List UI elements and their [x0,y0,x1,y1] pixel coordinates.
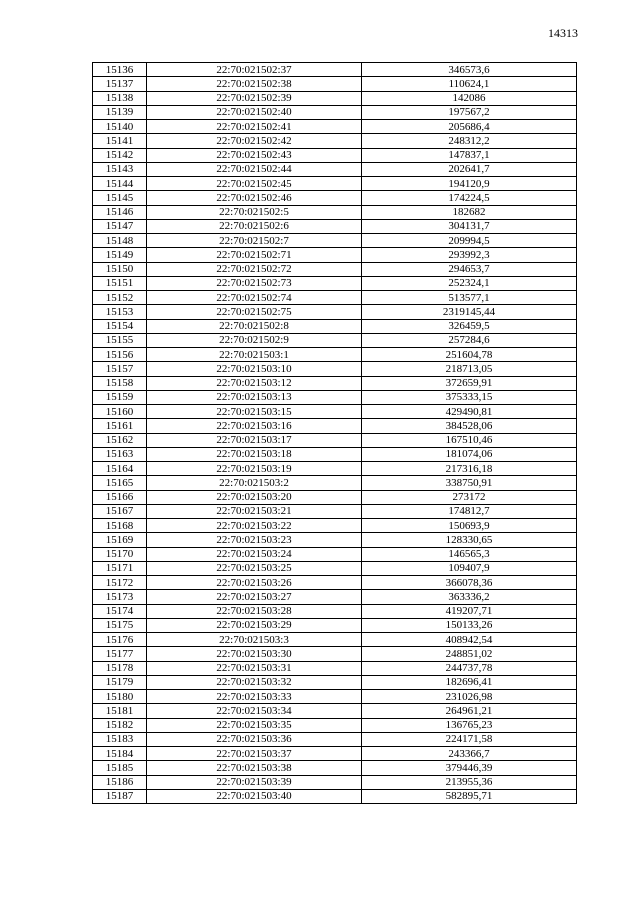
row-number-cell: 15147 [93,219,147,233]
table-row [93,576,577,590]
cadastral-number-cell: 22:70:021502:9 [147,333,362,347]
cadastral-value-cell: 209994,5 [362,234,577,248]
cadastral-value-cell: 205686,4 [362,120,577,134]
row-number-cell: 15184 [93,747,147,761]
row-number-cell: 15178 [93,661,147,675]
row-number-cell: 15179 [93,675,147,689]
table-row [93,462,577,476]
cadastral-number-cell: 22:70:021503:25 [147,561,362,575]
row-number-cell: 15183 [93,732,147,746]
cadastral-value-cell: 419207,71 [362,604,577,618]
row-number-cell: 15176 [93,633,147,647]
table-row [93,77,577,91]
table-row [93,390,577,404]
cadastral-value-cell: 251604,78 [362,348,577,362]
cadastral-value-cell: 384528,06 [362,419,577,433]
cadastral-value-cell: 326459,5 [362,319,577,333]
table-row [93,618,577,632]
page-number: 14313 [548,26,578,40]
table-row [93,633,577,647]
table-row [93,775,577,789]
cadastral-number-cell: 22:70:021502:43 [147,148,362,162]
row-number-cell: 15137 [93,77,147,91]
table-row [93,519,577,533]
row-number-cell: 15140 [93,120,147,134]
table-row [93,661,577,675]
row-number-cell: 15175 [93,618,147,632]
table-row [93,162,577,176]
table-row [93,91,577,105]
row-number-cell: 15150 [93,262,147,276]
table-row [93,590,577,604]
cadastral-value-cell: 109407,9 [362,561,577,575]
table-row [93,704,577,718]
cadastral-value-cell: 408942,54 [362,633,577,647]
table-row [93,305,577,319]
table-row [93,191,577,205]
cadastral-value-cell: 224171,58 [362,732,577,746]
cadastral-number-cell: 22:70:021502:42 [147,134,362,148]
cadastral-number-cell: 22:70:021503:33 [147,690,362,704]
table-row [93,205,577,219]
cadastral-number-cell: 22:70:021503:30 [147,647,362,661]
table-row [93,604,577,618]
table-row [93,718,577,732]
table-row [93,291,577,305]
cadastral-value-cell: 218713,05 [362,362,577,376]
table-row [93,447,577,461]
cadastral-value-cell: 202641,7 [362,162,577,176]
table-row [93,433,577,447]
row-number-cell: 15154 [93,319,147,333]
row-number-cell: 15172 [93,576,147,590]
cadastral-value-cell: 136765,23 [362,718,577,732]
cadastral-number-cell: 22:70:021503:20 [147,490,362,504]
table-row [93,476,577,490]
row-number-cell: 15187 [93,789,147,803]
cadastral-number-cell: 22:70:021503:39 [147,775,362,789]
cadastral-value-cell: 429490,81 [362,405,577,419]
table-row [93,647,577,661]
row-number-cell: 15177 [93,647,147,661]
table-row [93,177,577,191]
row-number-cell: 15142 [93,148,147,162]
table-row [93,333,577,347]
row-number-cell: 15141 [93,134,147,148]
row-number-cell: 15148 [93,234,147,248]
cadastral-value-cell: 372659,91 [362,376,577,390]
cadastral-number-cell: 22:70:021502:73 [147,276,362,290]
table-row [93,405,577,419]
row-number-cell: 15161 [93,419,147,433]
cadastral-value-cell: 513577,1 [362,291,577,305]
cadastral-value-cell: 197567,2 [362,105,577,119]
table-row [93,789,577,803]
table-row [93,690,577,704]
cadastral-number-cell: 22:70:021503:17 [147,433,362,447]
cadastral-number-cell: 22:70:021503:13 [147,390,362,404]
cadastral-value-cell: 167510,46 [362,433,577,447]
row-number-cell: 15164 [93,462,147,476]
table-row [93,276,577,290]
table-row [93,761,577,775]
row-number-cell: 15159 [93,390,147,404]
table-row [93,248,577,262]
row-number-cell: 15153 [93,305,147,319]
cadastral-value-cell: 366078,36 [362,576,577,590]
cadastral-value-cell: 582895,71 [362,789,577,803]
cadastral-number-cell: 22:70:021502:44 [147,162,362,176]
cadastral-value-cell: 110624,1 [362,77,577,91]
cadastral-number-cell: 22:70:021502:6 [147,219,362,233]
cadastral-value-cell: 252324,1 [362,276,577,290]
row-number-cell: 15158 [93,376,147,390]
cadastral-number-cell: 22:70:021503:21 [147,504,362,518]
cadastral-value-cell: 150693,9 [362,519,577,533]
cadastral-number-cell: 22:70:021502:46 [147,191,362,205]
cadastral-number-cell: 22:70:021502:75 [147,305,362,319]
cadastral-value-cell: 182682 [362,205,577,219]
cadastral-number-cell: 22:70:021503:37 [147,747,362,761]
cadastral-number-cell: 22:70:021502:7 [147,234,362,248]
cadastral-value-cell: 346573,6 [362,63,577,77]
cadastral-value-cell: 213955,36 [362,775,577,789]
cadastral-number-cell: 22:70:021503:16 [147,419,362,433]
row-number-cell: 15155 [93,333,147,347]
row-number-cell: 15144 [93,177,147,191]
cadastral-value-cell: 2319145,44 [362,305,577,319]
cadastral-number-cell: 22:70:021503:26 [147,576,362,590]
cadastral-number-cell: 22:70:021503:38 [147,761,362,775]
cadastral-number-cell: 22:70:021503:18 [147,447,362,461]
cadastral-number-cell: 22:70:021503:23 [147,533,362,547]
cadastral-value-cell: 248312,2 [362,134,577,148]
cadastral-number-cell: 22:70:021502:41 [147,120,362,134]
cadastral-number-cell: 22:70:021503:31 [147,661,362,675]
table-row [93,63,577,77]
cadastral-number-cell: 22:70:021503:29 [147,618,362,632]
cadastral-number-cell: 22:70:021502:71 [147,248,362,262]
row-number-cell: 15152 [93,291,147,305]
cadastral-number-cell: 22:70:021502:37 [147,63,362,77]
row-number-cell: 15182 [93,718,147,732]
row-number-cell: 15151 [93,276,147,290]
cadastral-number-cell: 22:70:021503:12 [147,376,362,390]
cadastral-value-cell: 150133,26 [362,618,577,632]
row-number-cell: 15139 [93,105,147,119]
cadastral-value-cell: 231026,98 [362,690,577,704]
cadastral-number-cell: 22:70:021503:24 [147,547,362,561]
row-number-cell: 15156 [93,348,147,362]
cadastral-number-cell: 22:70:021503:10 [147,362,362,376]
row-number-cell: 15163 [93,447,147,461]
row-number-cell: 15167 [93,504,147,518]
cadastral-value-cell: 142086 [362,91,577,105]
cadastral-value-cell: 128330,65 [362,533,577,547]
table-row [93,219,577,233]
cadastral-number-cell: 22:70:021503:3 [147,633,362,647]
row-number-cell: 15162 [93,433,147,447]
row-number-cell: 15180 [93,690,147,704]
cadastral-value-cell: 273172 [362,490,577,504]
row-number-cell: 15149 [93,248,147,262]
cadastral-number-cell: 22:70:021503:36 [147,732,362,746]
row-number-cell: 15166 [93,490,147,504]
table-row [93,533,577,547]
row-number-cell: 15174 [93,604,147,618]
table-row [93,319,577,333]
cadastral-number-cell: 22:70:021503:40 [147,789,362,803]
cadastral-value-cell: 194120,9 [362,177,577,191]
table-row [93,376,577,390]
row-number-cell: 15138 [93,91,147,105]
table-row [93,262,577,276]
cadastral-value-cell: 243366,7 [362,747,577,761]
cadastral-number-cell: 22:70:021502:40 [147,105,362,119]
cadastral-number-cell: 22:70:021503:15 [147,405,362,419]
table-row [93,120,577,134]
row-number-cell: 15165 [93,476,147,490]
table-row [93,234,577,248]
row-number-cell: 15169 [93,533,147,547]
table-row [93,348,577,362]
table-row [93,504,577,518]
cadastral-value-cell: 304131,7 [362,219,577,233]
table-row [93,105,577,119]
cadastral-value-cell: 182696,41 [362,675,577,689]
cadastral-value-cell: 375333,15 [362,390,577,404]
row-number-cell: 15168 [93,519,147,533]
cadastral-number-cell: 22:70:021503:22 [147,519,362,533]
cadastral-value-cell: 146565,3 [362,547,577,561]
cadastral-number-cell: 22:70:021503:2 [147,476,362,490]
cadastral-value-cell: 174812,7 [362,504,577,518]
table-row [93,148,577,162]
table-row [93,547,577,561]
cadastral-value-cell: 363336,2 [362,590,577,604]
cadastral-number-cell: 22:70:021502:8 [147,319,362,333]
cadastral-value-cell: 264961,21 [362,704,577,718]
cadastral-value-cell: 293992,3 [362,248,577,262]
cadastral-value-cell: 217316,18 [362,462,577,476]
cadastral-value-cell: 379446,39 [362,761,577,775]
cadastral-value-cell: 257284,6 [362,333,577,347]
cadastral-value-table [92,62,577,804]
row-number-cell: 15170 [93,547,147,561]
cadastral-number-cell: 22:70:021502:5 [147,205,362,219]
table-row [93,134,577,148]
table-row [93,490,577,504]
cadastral-number-cell: 22:70:021502:38 [147,77,362,91]
cadastral-value-cell: 244737,78 [362,661,577,675]
cadastral-value-cell: 294653,7 [362,262,577,276]
cadastral-number-cell: 22:70:021502:45 [147,177,362,191]
row-number-cell: 15157 [93,362,147,376]
row-number-cell: 15145 [93,191,147,205]
cadastral-value-cell: 181074,06 [362,447,577,461]
cadastral-number-cell: 22:70:021503:35 [147,718,362,732]
cadastral-number-cell: 22:70:021502:74 [147,291,362,305]
row-number-cell: 15146 [93,205,147,219]
cadastral-value-cell: 174224,5 [362,191,577,205]
row-number-cell: 15143 [93,162,147,176]
row-number-cell: 15160 [93,405,147,419]
row-number-cell: 15136 [93,63,147,77]
table-body [93,63,577,804]
cadastral-value-cell: 147837,1 [362,148,577,162]
row-number-cell: 15186 [93,775,147,789]
cadastral-value-cell: 248851,02 [362,647,577,661]
table-row [93,561,577,575]
cadastral-number-cell: 22:70:021502:72 [147,262,362,276]
cadastral-number-cell: 22:70:021502:39 [147,91,362,105]
row-number-cell: 15185 [93,761,147,775]
cadastral-number-cell: 22:70:021503:28 [147,604,362,618]
cadastral-number-cell: 22:70:021503:27 [147,590,362,604]
cadastral-value-cell: 338750,91 [362,476,577,490]
table-row [93,419,577,433]
table-row [93,675,577,689]
table-row [93,747,577,761]
cadastral-number-cell: 22:70:021503:32 [147,675,362,689]
table-row [93,732,577,746]
row-number-cell: 15173 [93,590,147,604]
table-row [93,362,577,376]
row-number-cell: 15181 [93,704,147,718]
row-number-cell: 15171 [93,561,147,575]
cadastral-number-cell: 22:70:021503:19 [147,462,362,476]
cadastral-number-cell: 22:70:021503:34 [147,704,362,718]
cadastral-number-cell: 22:70:021503:1 [147,348,362,362]
